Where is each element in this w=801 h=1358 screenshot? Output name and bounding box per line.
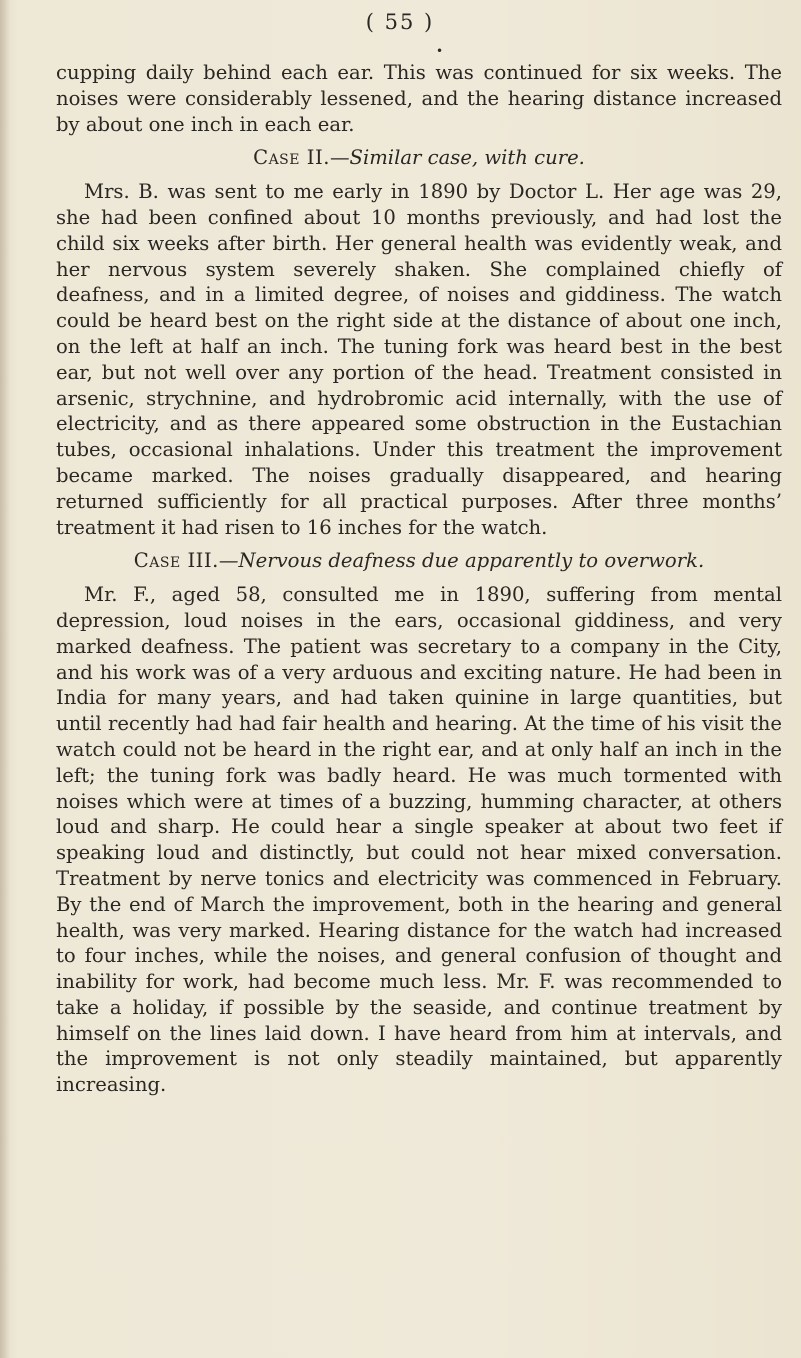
case-ii-title: Similar case, with cure.: [349, 146, 585, 170]
case-ii-paragraph: Mrs. B. was sent to me early in 1890 by Doctor L. Her age was 29, she had been confined about 10 months previously, and had lost the child six weeks after birth. Her general health was evidently weak, and her nervous system severely shaken. She complained chiefly of deafness, and in a limited degree, of noises and giddiness. The watch could be heard best on the right side at the distance of about one inch, on the left at half an inch. The tuning fork was heard best in the best ear, but not well over any portion of the head. Treatment consisted in arsenic, strychnine, and hydrobromic acid internally, with the use of electricity, and as there appeared some obstruction in the Eustachian tubes, occasional inhalations. Under this treatment the improvement became marked. The noises gradually disappeared, and hearing returned sufficiently for all practical purposes. After three months’ treatment it had risen to 16 inches for the watch.: [56, 180, 782, 539]
case-iii-heading: [56, 548, 782, 574]
page-number: ( 55 ): [365, 10, 435, 34]
page-edge-shadow: [0, 0, 10, 1358]
case-ii-dash: —: [329, 146, 350, 170]
case-iii-paragraph: Mr. F., aged 58, consulted me in 1890, suffering from mental depression, loud noises in the ears, occasional giddiness, and very marked deafness. The patient was secretary to a company in the City, and his work was of a very arduous and exciting nature. He had been in India for many years, and had taken quinine in large quantities, but until recently had had fair health and hearing. At the time of his visit the watch could not be heard in the right ear, and at only half an inch in the left; the tuning fork was badly heard. He was much tormented with noises which were at times of a buzzing, humming character, at others loud and sharp. He could hear a single speaker at about two feet if speaking loud and distinctly, but could not hear mixed conversation. Treatment by nerve tonics and electricity was commenced in February. By the end of March the improvement, both in the hearing and general health, was very marked. Hearing distance for the watch had increased to four inches, while the noises, and general confusion of thought and inability for work, had become much less. Mr. F. was recommended to take a holiday, if possible by the seaside, and continue treatment by himself on the lines laid down. I have heard from him at intervals, and the improvement is not only steadily maintained, but apparently increasing.: [56, 583, 782, 1097]
case-ii-heading: [56, 145, 782, 171]
case-iii-dash: —: [218, 549, 239, 573]
case-iii-label: Case III.: [133, 549, 219, 573]
case-ii-label: Case II.: [253, 146, 330, 170]
ink-dot: •: [436, 44, 444, 58]
body-text: [56, 60, 782, 1098]
case-iii-title: Nervous deafness due apparently to overwork.: [238, 549, 705, 573]
paragraph-continuation: cupping daily behind each ear. This was continued for six weeks. The noises were considerably lessened, and the hearing distance increased by about one inch in each ear.: [56, 61, 782, 136]
